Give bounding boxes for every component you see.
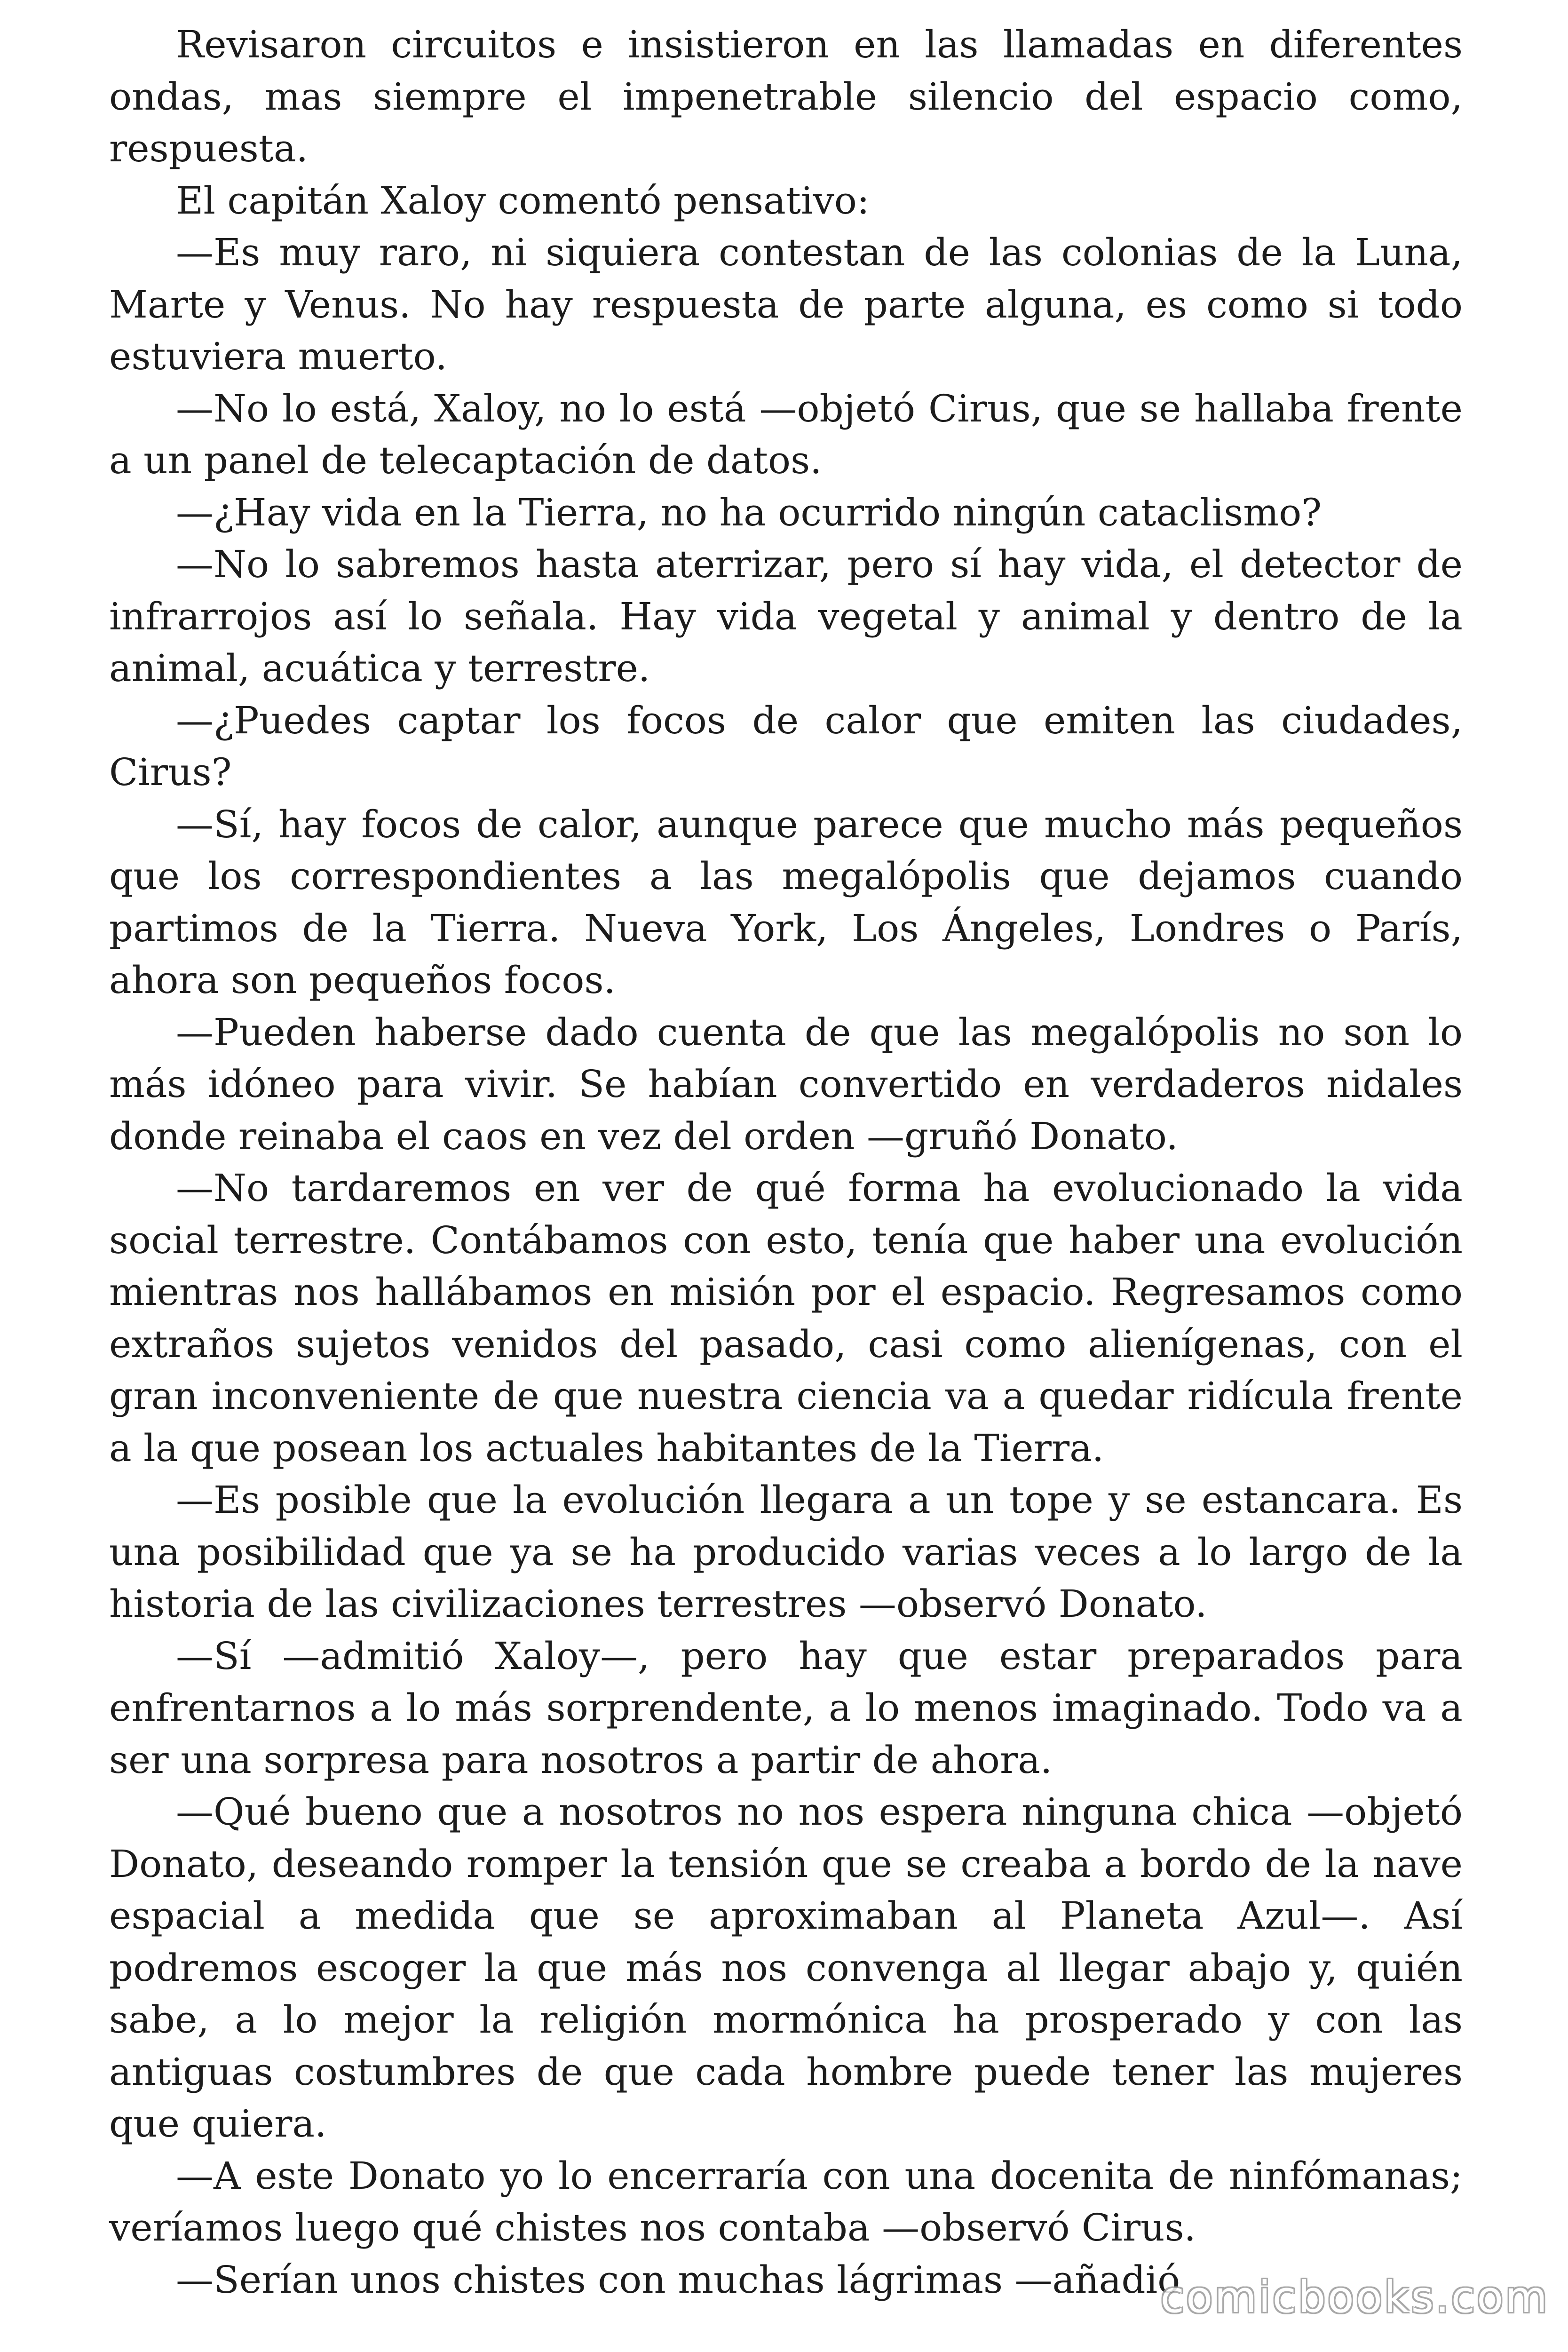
paragraph: —¿Hay vida en la Tierra, no ha ocurrido ningún cataclismo? bbox=[176, 490, 1322, 534]
paragraph: —Pueden haberse dado cuenta de que las megalópolis no son lo más idóneo para vivir. Se habían convertido en verdaderos nidales donde reinaba el caos en vez del orden —gruñó Donato. bbox=[109, 1010, 1463, 1158]
paragraph: —No lo está, Xaloy, no lo está —objetó Cirus, que se hallaba frente a un panel de telecaptación de datos. bbox=[109, 386, 1463, 482]
paragraph: —Es muy raro, ni siquiera contestan de las colonias de la Luna, Marte y Venus. No hay respuesta de parte alguna, es como si todo estuviera muerto. bbox=[109, 230, 1463, 378]
paragraph: —Qué bueno que a nosotros no nos espera ninguna chica —objetó Donato, deseando romper la tensión que se creaba a bordo de la nave espacial a medida que se aproximaban al Planeta Azul—. Así podremos escoger la que más nos convenga al llegar abajo y, quién sabe, a lo mejor la religión mormónica ha prosperado y con las antiguas costumbres de que cada hombre puede tener las mujeres que quiera. bbox=[109, 1790, 1463, 2145]
paragraph: El capitán Xaloy comentó pensativo: bbox=[176, 178, 870, 222]
paragraph: —Serían unos chistes con muchas lágrimas —añadió bbox=[176, 2257, 1180, 2302]
paragraph: —No tardaremos en ver de qué forma ha evolucionado la vida social terrestre. Contábamos con esto, tenía que haber una evolución mientras nos hallábamos en misión por el espacio. Regresamos como extraños sujetos venidos del pasado, casi como alienígenas, con el gran inconveniente de que nuestra ciencia va a quedar ridícula frente a la que posean los actuales habitantes de la Tierra. bbox=[109, 1166, 1463, 1470]
paragraph: —¿Puedes captar los focos de calor que emiten las ciudades, Cirus? bbox=[109, 698, 1463, 794]
paragraph: —A este Donato yo lo encerraría con una docenita de ninfómanas; veríamos luego qué chistes nos contaba —observó Cirus. bbox=[109, 2153, 1463, 2249]
page-body-text bbox=[109, 19, 1463, 2306]
paragraph: —No lo sabremos hasta aterrizar, pero sí hay vida, el detector de infrarrojos así lo señala. Hay vida vegetal y animal y dentro de la animal, acuática y terrestre. bbox=[109, 542, 1463, 690]
paragraph: Revisaron circuitos e insistieron en las llamadas en diferentes ondas, mas siempre el impenetrable silencio del espacio como, respuesta. bbox=[109, 23, 1463, 170]
watermark: comicbooks.com bbox=[1160, 2272, 1549, 2322]
paragraph: —Es posible que la evolución llegara a un tope y se estancara. Es una posibilidad que ya se ha producido varias veces a lo largo de la historia de las civilizaciones terrestres —observó Donato. bbox=[109, 1478, 1463, 1626]
paragraph: —Sí, hay focos de calor, aunque parece que mucho más pequeños que los correspondientes a las megalópolis que dejamos cuando partimos de la Tierra. Nueva York, Los Ángeles, Londres o París, ahora son pequeños focos. bbox=[109, 802, 1463, 1002]
paragraph: —Sí —admitió Xaloy—, pero hay que estar preparados para enfrentarnos a lo más sorprendente, a lo menos imaginado. Todo va a ser una sorpresa para nosotros a partir de ahora. bbox=[109, 1634, 1463, 1782]
